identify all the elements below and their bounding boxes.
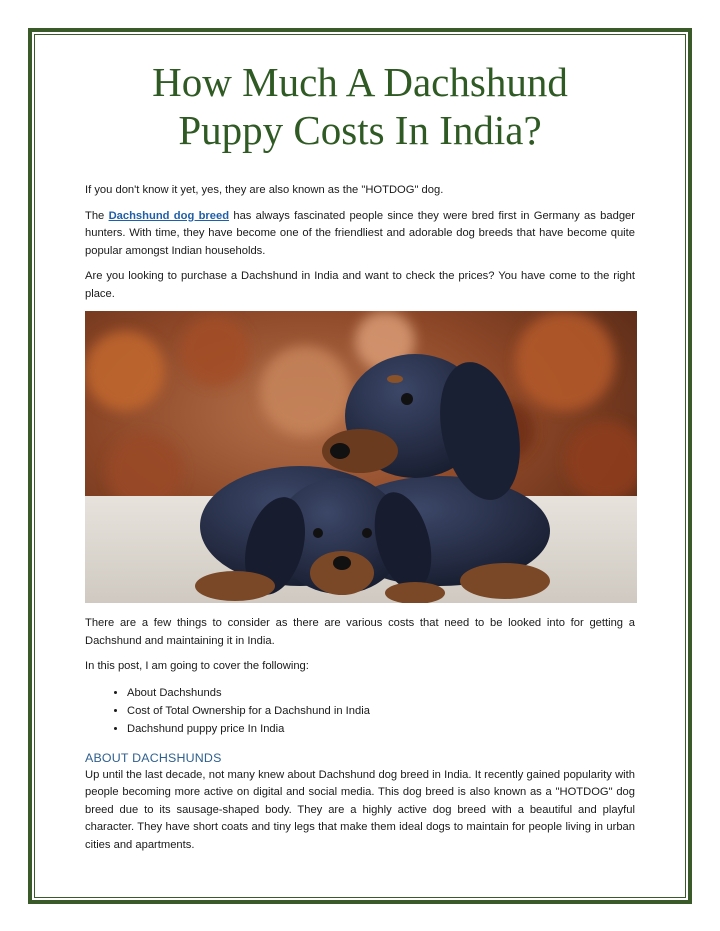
title-line-2: Puppy Costs In India? (178, 107, 542, 153)
article-title (85, 58, 635, 154)
breed-paragraph-prefix: The (85, 209, 109, 222)
breed-paragraph-suffix: has always fascinated people since they were bred first in Germany as badger hunters. With time, they have become one of the friendliest and adorable dog breeds that have become quite popular amongst Indian households. (85, 209, 635, 257)
topics-list (85, 684, 635, 738)
breed-paragraph (85, 208, 635, 261)
list-item: • Cost of Total Ownership for a Dachshund in India (127, 702, 635, 720)
title-line-1: How Much A Dachshund (152, 59, 568, 105)
list-item: • About Dachshunds (127, 684, 635, 702)
article (85, 58, 635, 862)
prices-paragraph: Are you looking to purchase a Dachshund in India and want to check the prices? You have come to the right place. (85, 270, 635, 300)
costs-paragraph: There are a few things to consider as there are various costs that need to be looked into for getting a Dachshund and maintaining it in India. (85, 617, 635, 647)
list-item: • Dachshund puppy price In India (127, 720, 635, 738)
section-heading-about: ABOUT DACHSHUNDS (85, 750, 222, 765)
dachshund-breed-link[interactable]: Dachshund dog breed (108, 209, 230, 222)
about-paragraph: Up until the last decade, not many knew about Dachshund dog breed in India. It recently gained popularity with people becoming more active on digital and social media. This dog breed is also known as a "HOTDOG" dog breed due to its sausage-shaped body. They are a highly active dog breed with a beautiful and playful character. They have short coats and tiny legs that make them ideal dogs to maintain for people living in urban cities and apartments. (85, 768, 635, 851)
intro-paragraph: If you don't know it yet, yes, they are also known as the "HOTDOG" dog. (85, 184, 444, 196)
dachshund-puppies-photo (85, 311, 637, 603)
cover-paragraph: In this post, I am going to cover the following: (85, 660, 309, 672)
